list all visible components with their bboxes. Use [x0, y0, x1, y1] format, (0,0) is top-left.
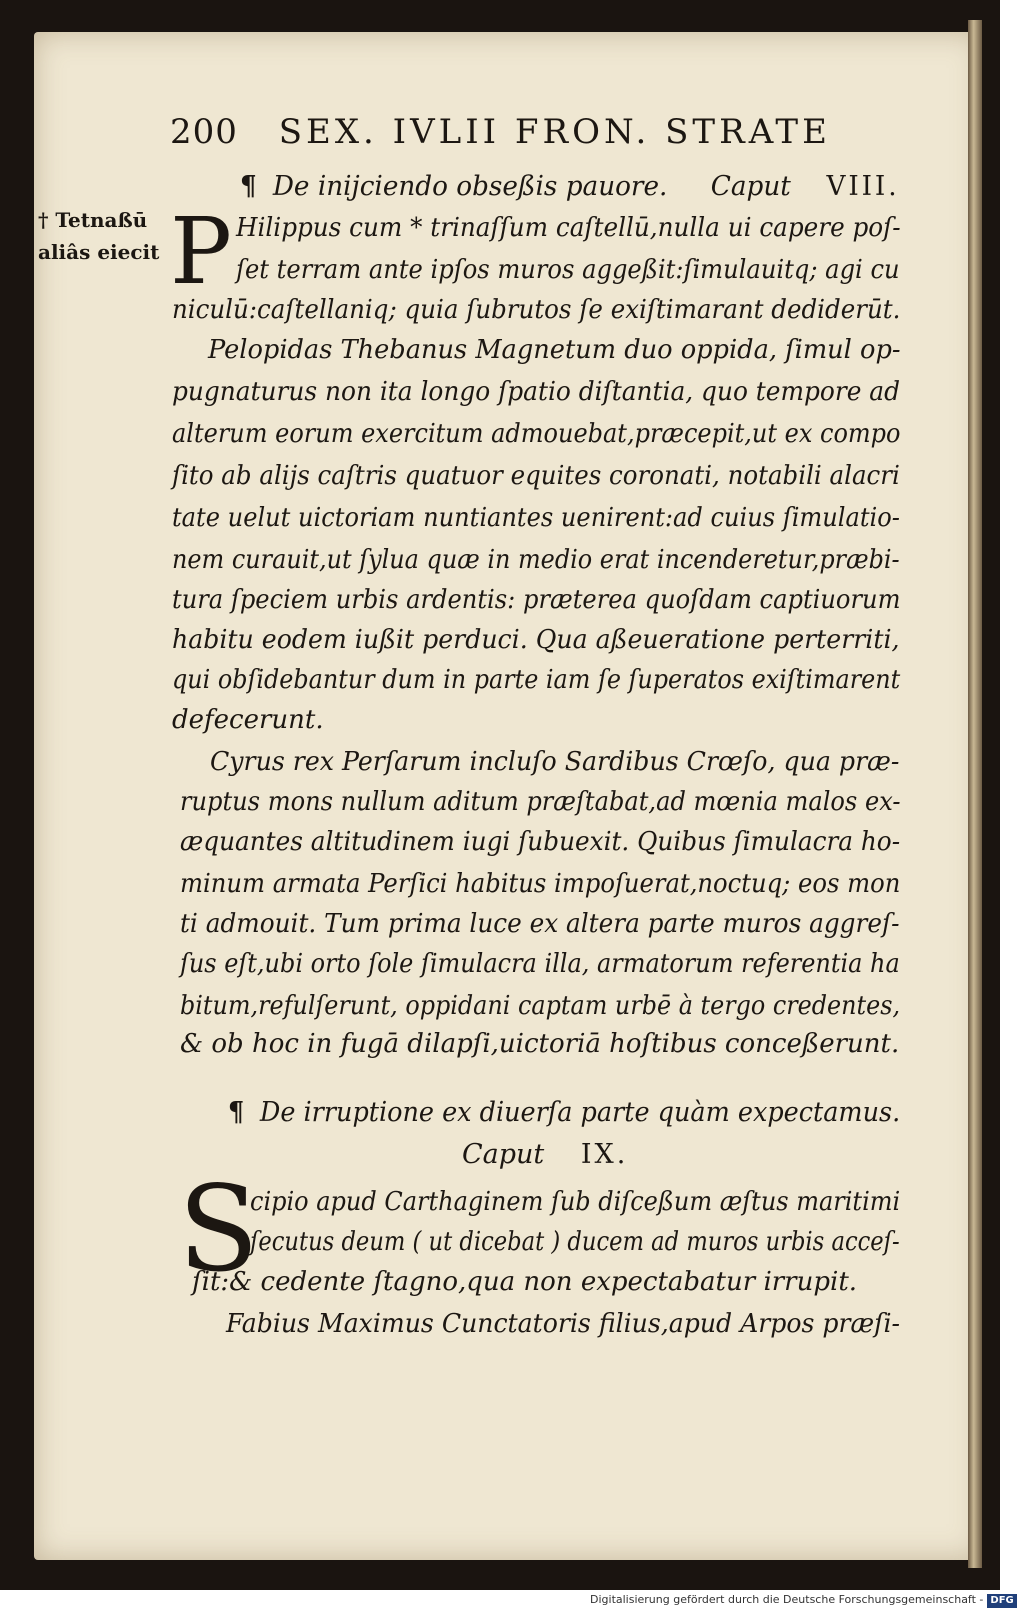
marginal-note-line: † Tetnaßū [38, 208, 148, 232]
chapter-9-title: De irruptione ex diuerſa parte quàm expectamus. [259, 1097, 901, 1128]
running-header [170, 112, 831, 152]
text-line: nem curauit,ut ſylua quæ in medio erat incenderetur,præbi- [172, 545, 900, 575]
running-title: SEX. IVLII FRON. STRATE [278, 112, 831, 152]
text-line: ſito ab alijs caſtris quatuor equites coronati, notabili alacri [172, 461, 900, 491]
chapter-8-caput: Caput [710, 171, 791, 202]
text-line: cipio apud Carthaginem ſub diſceßum æſtus maritimi [250, 1187, 901, 1217]
chapter-9-numeral: IX. [580, 1139, 629, 1170]
chapter-9-heading [228, 1092, 900, 1133]
chapter-8-heading [240, 166, 899, 207]
text-line: minum armata Perſici habitus impoſuerat,noctuq; eos mon [180, 869, 901, 899]
text-line: Fabius Maximus Cunctatoris filius,apud Arpos præſi- [226, 1309, 901, 1339]
text-line: pugnaturus non ita longo ſpatio diſtantia, quo tempore ad [172, 377, 901, 407]
text-line: ruptus mons nullum aditum præſtabat,ad mœnia malos ex- [180, 787, 901, 817]
text-line: & ob hoc in fugā dilapſi,uictoriā hoſtibus conceßerunt. [180, 1029, 900, 1059]
digitization-credit [590, 1590, 1017, 1610]
text-line: habitu eodem iußit perduci. Qua aßeueratione perterriti, [172, 625, 900, 655]
text-line: ti admouit. Tum prima luce ex altera parte muros aggreſ- [180, 909, 900, 939]
page-edge [968, 20, 982, 1568]
text-line: ſus eſt,ubi orto ſole ſimulacra illa, armatorum referentia ha [180, 949, 900, 979]
text-line: niculū:caſtellaniq; quia ſubrutos ſe exiſtimarant dediderūt. [172, 295, 901, 325]
text-line: Hilippus cum * trinaſſum caſtellū,nulla ui capere poſ- [236, 213, 901, 243]
text-line: æquantes altitudinem iugi ſubuexit. Quibus ſimulacra ho- [180, 827, 901, 857]
text-line: bitum,refulſerunt, oppidani captam urbē à tergo credentes, [180, 991, 901, 1021]
pilcrow-icon: ¶ [240, 171, 257, 202]
drop-cap-s: S [178, 1160, 259, 1298]
chapter-8-title: De inijciendo obseßis pauore. [272, 171, 668, 202]
pilcrow-icon: ¶ [228, 1097, 245, 1128]
page-number: 200 [170, 112, 238, 152]
text-line: ſecutus deum ( ut dicebat ) ducem ad muros urbis acceſ- [250, 1227, 900, 1257]
marginal-note [38, 204, 159, 268]
marginal-note-line: aliâs eiecit [38, 240, 160, 264]
text-line: Cyrus rex Perſarum incluſo Sardibus Crœſo, qua præ- [210, 747, 900, 777]
text-line: tura ſpeciem urbis ardentis: præterea quoſdam captiuorum [172, 585, 901, 615]
chapter-8-numeral: VIII. [826, 171, 900, 202]
chapter-9-caput-line [462, 1134, 628, 1175]
credit-text: Digitalisierung gefördert durch die Deutsche Forschungsgemeinschaft - [590, 1593, 984, 1606]
chapter-9-caput: Caput [462, 1139, 545, 1170]
dfg-logo: DFG [987, 1594, 1016, 1608]
text-line: defecerunt. [172, 705, 324, 735]
text-line: qui obſidebantur dum in parte iam ſe ſuperatos exiſtimarent [172, 665, 901, 695]
text-line: tate uelut uictoriam nuntiantes uenirent:ad cuius ſimulatio- [172, 503, 900, 533]
text-line: ſit:& cedente ſtagno,qua non expectabatur irrupit. [192, 1267, 858, 1297]
text-line: alterum eorum exercitum admouebat,præcepit,ut ex compo [172, 419, 901, 449]
drop-cap-p: P [170, 198, 232, 305]
text-line: Pelopidas Thebanus Magnetum duo oppida, ſimul op- [208, 335, 901, 365]
text-line: ſet terram ante ipſos muros aggeßit:ſimulauitq; agi cu [236, 255, 900, 285]
